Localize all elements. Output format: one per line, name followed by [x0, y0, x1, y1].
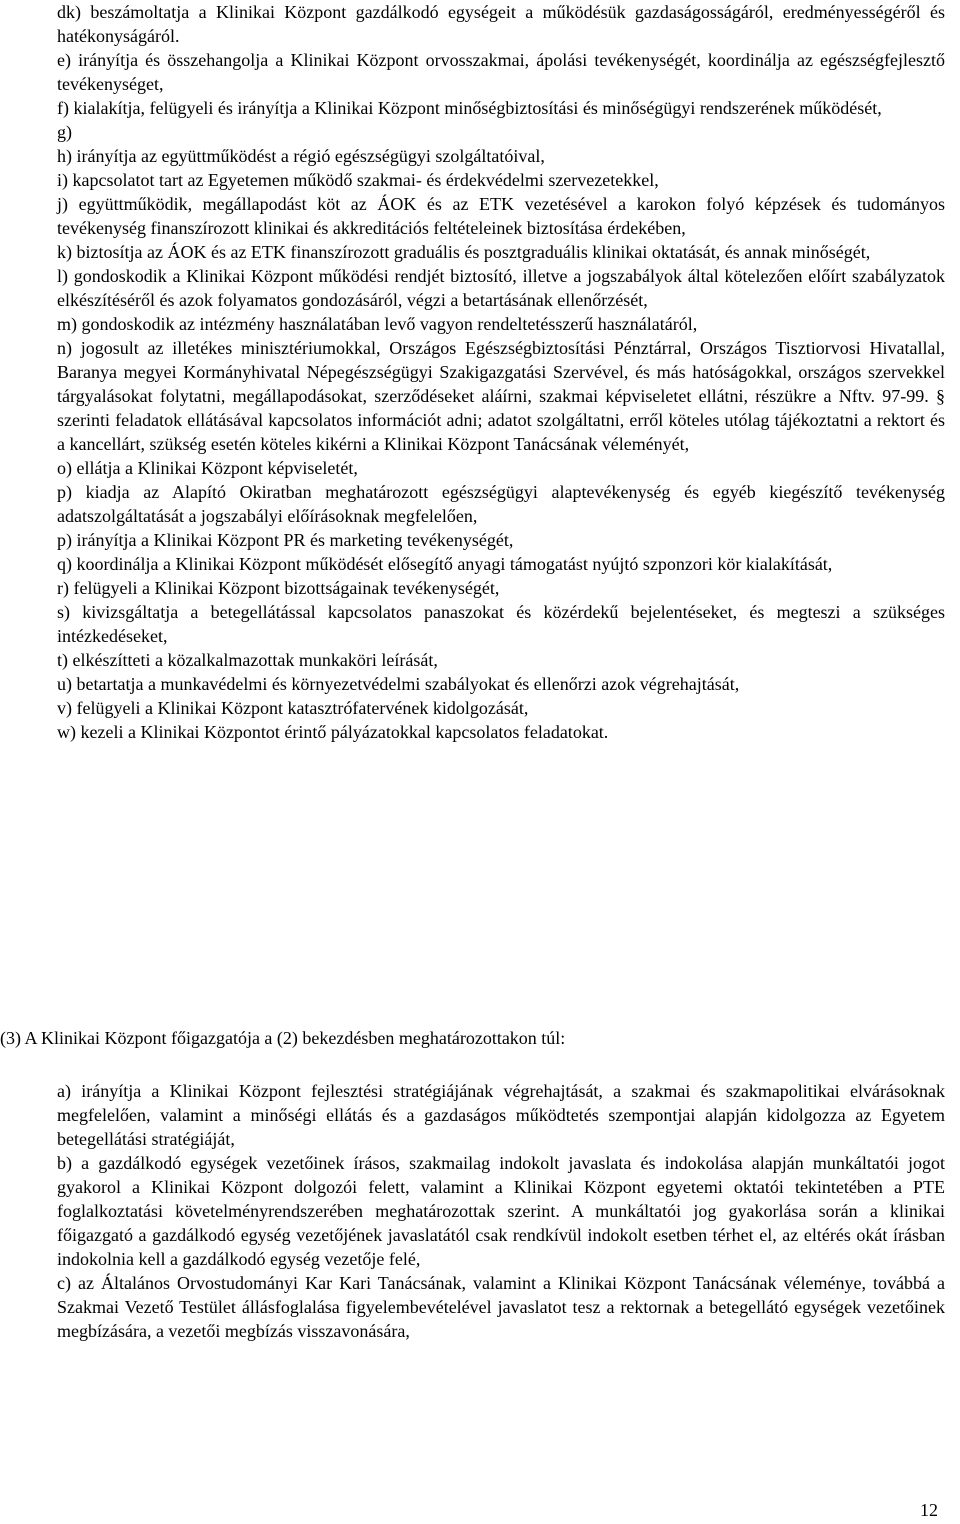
list-item: k) biztosítja az ÁOK és az ETK finanszírozott graduális és posztgraduális klinikai oktatását, és annak minőségét, [57, 242, 871, 262]
list-item: h) irányítja az együttműködést a régió egészségügyi szolgáltatóival, [57, 146, 545, 166]
list-item: j) együttműködik, megállapodást köt az ÁOK és az ETK vezetésével a karokon folyó képzések és tudományos tevékenység finanszírozott klinikai és akkreditációs feltételeinek biztosítása érdekében, [57, 194, 945, 238]
sub-list-item: a) irányítja a Klinikai Központ fejlesztési stratégiájának végrehajtását, a szakmai és szakmapolitikai elvárásoknak megfelelően, valamint a minőségi ellátás és a gazdaságos működtetés szempontjai alapján kidolgozza az Egyetem betegellátási stratégiáját, [57, 1081, 945, 1149]
sub-list-item: c) az Általános Orvostudományi Kar Kari Tanácsának, valamint a Klinikai Központ Tanácsának véleménye, továbbá a Szakmai Vezető Testület állásfoglalása figyelembevételével javaslatot tesz a rektornak a betegellátó egységek vezetőinek megbízására, a vezetői megbízás visszavonására, [57, 1273, 945, 1341]
list-item: r) felügyeli a Klinikai Központ bizottságainak tevékenységét, [57, 578, 500, 598]
list-item: f) kialakítja, felügyeli és irányítja a Klinikai Központ minőségbiztosítási és minőségügyi rendszerének működését, [57, 98, 882, 118]
list-item: g) [57, 122, 72, 142]
list-item: u) betartatja a munkavédelmi és környezetvédelmi szabályokat és ellenőrzi azok végrehajtását, [57, 674, 740, 694]
list-item: dk) beszámoltatja a Klinikai Központ gazdálkodó egységeit a működésük gazdaságosságáról, eredményességéről és hatékonyságáról. [57, 2, 945, 46]
list-item: q) koordinálja a Klinikai Központ működését elősegítő anyagi támogatást nyújtó szponzori kör kialakítását, [57, 554, 833, 574]
duties-list [57, 0, 945, 744]
section-heading: (3) A Klinikai Központ főigazgatója a (2) bekezdésben meghatározottakon túl: [0, 1028, 566, 1048]
list-item: v) felügyeli a Klinikai Központ katasztrófatervének kidolgozását, [57, 698, 529, 718]
list-item: p) kiadja az Alapító Okiratban meghatározott egészségügyi alaptevékenység és egyéb kiegészítő tevékenység adatszolgáltatását a jogszabályi előírásoknak megfelelően, [57, 482, 945, 526]
list-item: p) irányítja a Klinikai Központ PR és marketing tevékenységét, [57, 530, 514, 550]
list-item: e) irányítja és összehangolja a Klinikai Központ orvosszakmai, ápolási tevékenységét, koordinálja az egészségfejlesztő tevékenységet, [57, 50, 945, 94]
list-item: o) ellátja a Klinikai Központ képviseletét, [57, 458, 358, 478]
page-number: 12 [920, 1500, 938, 1520]
list-item: i) kapcsolatot tart az Egyetemen működő szakmai- és érdekvédelmi szervezetekkel, [57, 170, 659, 190]
list-item: w) kezeli a Klinikai Központot érintő pályázatokkal kapcsolatos feladatokat. [57, 722, 609, 742]
list-item: l) gondoskodik a Klinikai Központ működési rendjét biztosító, illetve a jogszabályok által kötelezően előírt szabályzatok elkészítéséről és azok folyamatos gondozásáról, végzi a betartásának ellenőrzését, [57, 266, 945, 310]
list-item: n) jogosult az illetékes minisztériumokkal, Országos Egészségbiztosítási Pénztárral, Országos Tisztiorvosi Hivatallal, Baranya megyei Kormányhivatal Népegészségügyi Szakigazgatási Szervével, és más hatóságokkal, országos szervekkel tárgyalásokat folytatni, megállapodásokat, szerződéseket aláírni, szakmai képviseletet ellátni, részükre a Nftv. 97-99. § szerinti feladatok ellátásával kapcsolatos információt adni; adatot szolgáltatni, erről köteles utólag tájékoztatni a rektort és a kancellárt, szükség esetén köteles kikérni a Klinikai Központ Tanácsának véleményét, [57, 338, 945, 454]
subsection-list [57, 1079, 945, 1343]
list-item: t) elkészítteti a közalkalmazottak munkaköri leírását, [57, 650, 438, 670]
sub-list-item: b) a gazdálkodó egységek vezetőinek írásos, szakmailag indokolt javaslata és indokolása alapján munkáltatói jogot gyakorol a Klinikai Központ dolgozói felett, valamint a Klinikai Központ egyetemi oktatói tekintetében a PTE foglalkoztatási követelményrendszerében meghatározottak szerint. A munkáltatói jog gyakorlása során a klinikai főigazgató a gazdálkodó egység vezetőjének javaslatától csak rendkívül indokolt esetben térhet el, az eltérés okát írásban indokolnia kell a gazdálkodó egység vezetője felé, [57, 1153, 945, 1269]
list-item: m) gondoskodik az intézmény használatában levő vagyon rendeltetésszerű használatáról, [57, 314, 698, 334]
list-item: s) kivizsgáltatja a betegellátással kapcsolatos panaszokat és közérdekű bejelentéseket, és megteszi a szükséges intézkedéseket, [57, 602, 945, 646]
